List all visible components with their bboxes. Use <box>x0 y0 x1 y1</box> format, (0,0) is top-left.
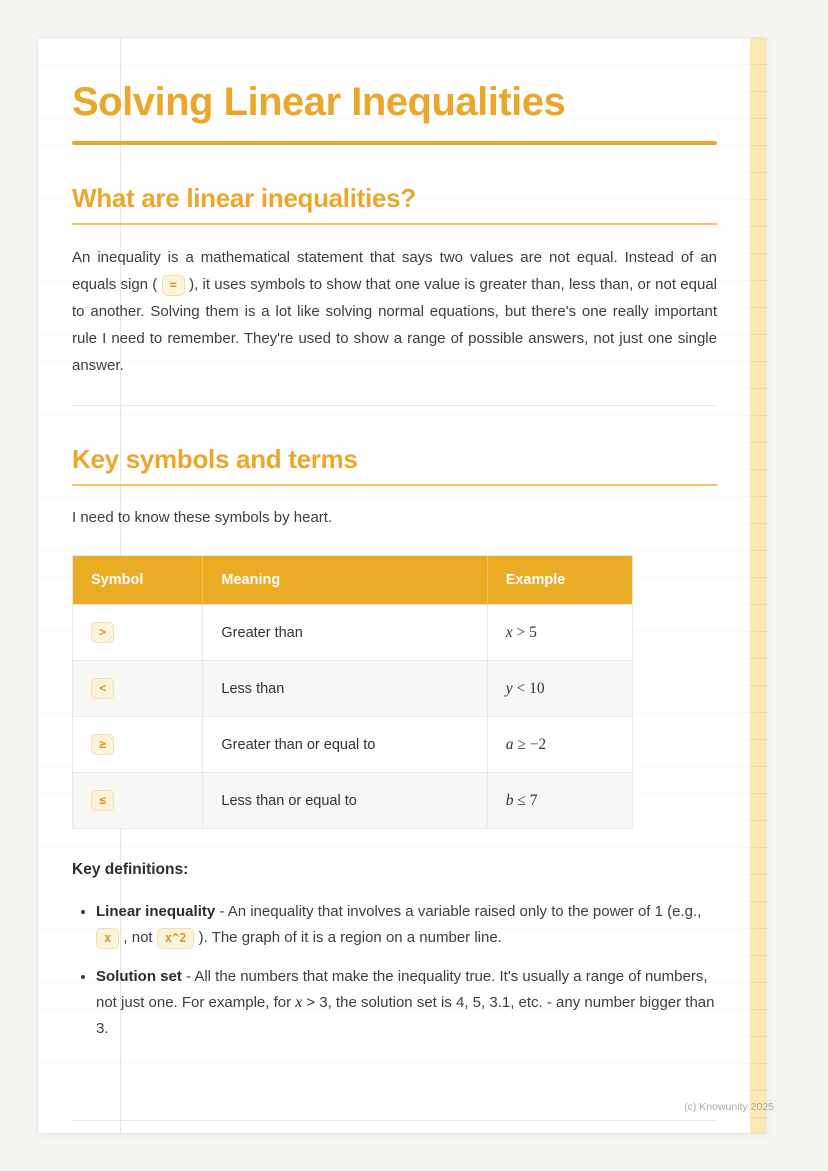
symbols-table-body <box>73 605 633 829</box>
title-underline <box>72 141 717 145</box>
definition-term: Solution set <box>96 968 182 986</box>
column-header-symbol: Symbol <box>73 556 203 605</box>
notebook-side-strip <box>750 38 766 1133</box>
symbol-cell <box>73 717 203 773</box>
code-badge-x-squared: x^2 <box>157 928 195 949</box>
meaning-cell: Less than <box>203 661 487 717</box>
section-divider <box>72 405 717 406</box>
symbols-table-header <box>73 556 633 605</box>
intro-paragraph-text-1: An inequality is a mathematical statement that says two values are not equal. Instead of an equals sign ( <box>72 249 717 294</box>
math-expression: ≥ −2 <box>513 735 547 753</box>
list-item-solution-set <box>96 964 717 1042</box>
example-cell <box>487 717 632 773</box>
math-variable: x <box>505 623 513 641</box>
table-row <box>73 773 633 829</box>
intro-paragraph <box>72 244 717 379</box>
math-expression: > 5 <box>512 623 537 641</box>
symbol-badge: < <box>91 678 114 699</box>
definition-text: - All the numbers that make the inequality true. It's usually a range of numbers, not just one. For example, for <box>96 968 708 1012</box>
copyright-note: (c) Knowunity 2025 <box>684 1101 774 1113</box>
example-cell <box>487 605 632 661</box>
section-heading-underline <box>72 223 717 225</box>
example-cell <box>487 661 632 717</box>
definition-text: > 3, the solution set is 4, 5, 3.1, etc. - any number bigger than 3. <box>96 994 715 1038</box>
example-cell <box>487 773 632 829</box>
meaning-cell: Greater than <box>203 605 487 661</box>
table-row <box>73 717 633 773</box>
intro-paragraph-text-2: ), it uses symbols to show that one value is greater than, less than, or not equal to another. Solving them is a lot like solving normal equations, but there's one really important rule I need to remember. They're used to show a range of possible answers, not just one single answer. <box>72 276 717 375</box>
meaning-cell: Greater than or equal to <box>203 717 487 773</box>
definition-text: - An inequality that involves a variable raised only to the power of 1 (e.g., <box>215 903 702 921</box>
key-definitions-heading: Key definitions: <box>72 861 189 879</box>
definition-text: ). The graph of it is a region on a number line. <box>194 929 502 947</box>
symbol-cell <box>73 773 203 829</box>
page-title: Solving Linear Inequalities <box>72 80 566 124</box>
section-heading-intro: What are linear inequalities? <box>72 183 416 213</box>
symbol-badge: ≤ <box>91 790 114 811</box>
definition-term: Linear inequality <box>96 903 216 921</box>
table-row <box>73 661 633 717</box>
definition-text: , not <box>119 929 157 947</box>
symbol-cell <box>73 661 203 717</box>
table-row <box>73 605 633 661</box>
math-expression: ≤ 7 <box>513 791 538 809</box>
column-header-meaning: Meaning <box>203 556 487 605</box>
section-heading-symbols: Key symbols and terms <box>72 444 358 475</box>
section-key-symbols-and-terms <box>72 444 717 1042</box>
math-variable: x <box>295 994 303 1012</box>
document-content <box>72 38 717 1055</box>
symbols-table <box>72 555 633 829</box>
meaning-cell: Less than or equal to <box>203 773 487 829</box>
math-variable: y <box>505 679 513 697</box>
symbols-intro-text: I need to know these symbols by heart. <box>72 509 333 527</box>
document-card <box>38 38 774 1133</box>
math-expression: < 10 <box>512 679 545 697</box>
symbol-badge: ≥ <box>91 734 114 755</box>
equals-sign-badge: = <box>162 275 185 296</box>
symbol-badge: > <box>91 622 114 643</box>
math-variable: a <box>505 735 514 753</box>
section-heading-underline <box>72 484 717 486</box>
code-badge-x: x <box>96 928 119 949</box>
section-what-are-linear-inequalities <box>72 183 717 379</box>
list-item-linear-inequality <box>96 899 717 951</box>
table-header-row <box>73 556 633 605</box>
math-variable: b <box>505 791 514 809</box>
symbol-cell <box>73 605 203 661</box>
definitions-list <box>72 899 717 1042</box>
footer-divider <box>72 1120 717 1121</box>
column-header-example: Example <box>487 556 632 605</box>
